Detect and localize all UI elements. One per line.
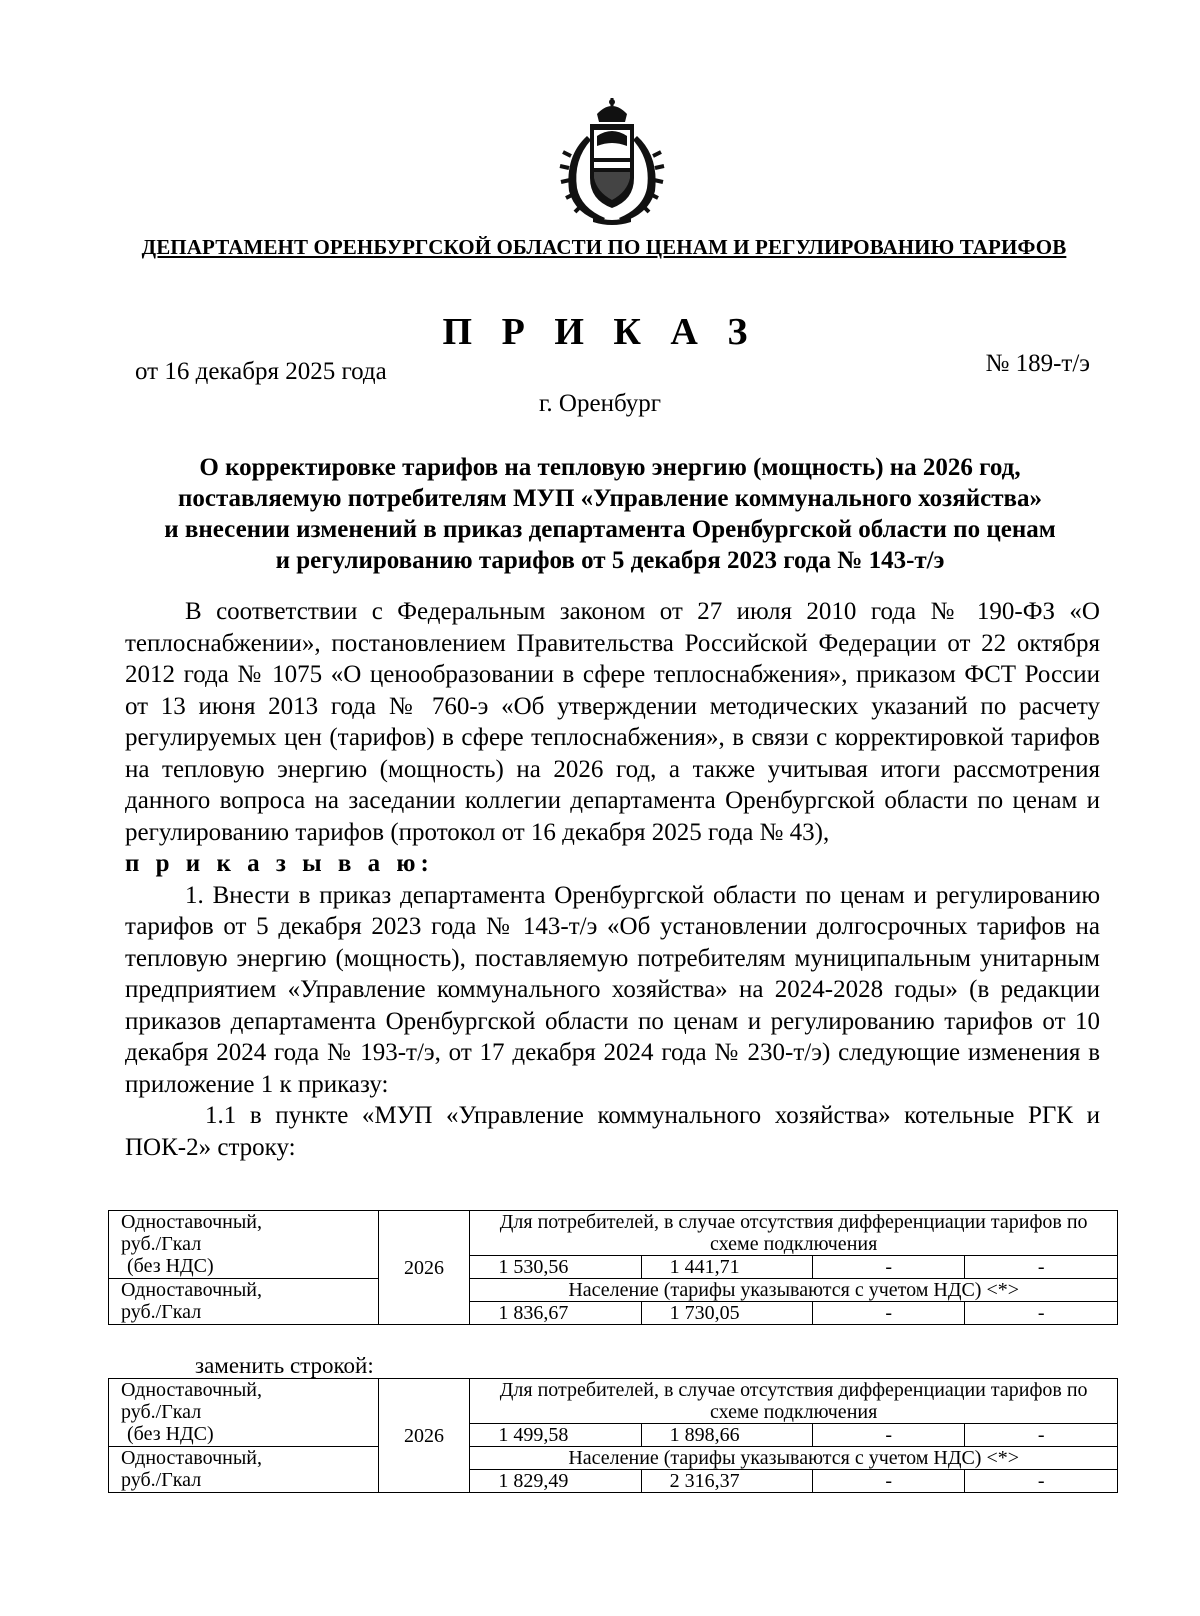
tariff-value-cell: - [812,1424,965,1447]
tariff-label-line: (без НДС) [127,1423,214,1445]
population-header: Население (тарифы указываются с учетом НДС) <*> [470,1447,1118,1470]
table-row [109,1379,1118,1424]
tariff-value-cell: - [965,1302,1118,1325]
population-header: Население (тарифы указываются с учетом НДС) <*> [470,1279,1118,1302]
tariff-value-cell: - [812,1256,965,1279]
tariff-table-old [108,1210,1118,1325]
order-title-line: и регулированию тарифов от 5 декабря 2023 года № 143-т/э [275,547,945,574]
item-1-paragraph: 1. Внести в приказ департамента Оренбургской области по ценам и регулированию тарифов от 5 декабря 2023 года № 143-т/э «Об установлении долгосрочных тарифов на тепловую энергию (мощность), поставляемую потребителям муниципальным унитарным предприятием «Управление коммунального хозяйства» на 2024-2028 годы» (в редакции приказов департамента Оренбургской области по ценам и регулированию тарифов от 10 декабря 2024 года № 193-т/э, от 17 декабря 2024 года № 230-т/э) следующие изменения в приложение 1 к приказу: [125,881,1100,1098]
tariff-value-cell: - [812,1302,965,1325]
tariff-value-cell: 1 730,05 [641,1302,812,1325]
order-word-text: п р и к а з ы в а ю: [125,850,434,877]
tariff-value-cell: - [965,1470,1118,1493]
order-title-line: поставляемую потребителям МУП «Управление коммунального хозяйства» [177,485,1043,512]
tariff-label-line: Одноставочный, [121,1379,262,1401]
order-number: № 189-т/э [985,350,1090,377]
department-name: ДЕПАРТАМЕНТ ОРЕНБУРГСКОЙ ОБЛАСТИ ПО ЦЕНАМ И РЕГУЛИРОВАНИЮ ТАРИФОВ [141,235,1067,259]
consumer-group-header: Для потребителей, в случае отсутствия дифференциации тарифов по схеме подключения [470,1211,1118,1256]
tariff-value-cell: 2 316,37 [641,1470,812,1493]
tariff-label-cell [109,1379,379,1447]
document-type-heading: П Р И К А З [442,311,758,353]
tariff-label-line: руб./Гкал [121,1233,202,1255]
year-cell: 2026 [378,1379,470,1493]
tariff-label-line: руб./Гкал [121,1301,202,1323]
tariff-value-cell: 1 499,58 [470,1424,641,1447]
tariff-value-cell: 1 530,56 [470,1256,641,1279]
tariff-value-cell: - [965,1424,1118,1447]
tariff-value-cell: 1 898,66 [641,1424,812,1447]
tariff-value-cell: 1 829,49 [470,1470,641,1493]
item-1-1-paragraph: 1.1 в пункте «МУП «Управление коммунального хозяйства» котельные РГК и ПОК-2» строку: [125,1102,1100,1161]
tariff-label-cell [109,1211,379,1279]
consumer-group-header: Для потребителей, в случае отсутствия дифференциации тарифов по схеме подключения [470,1379,1118,1424]
table-row [109,1211,1118,1256]
tariff-value-cell: 1 441,71 [641,1256,812,1279]
order-title [120,452,1100,576]
tariff-label-line: Одноставочный, [121,1211,262,1233]
tariff-label-cell [109,1447,379,1493]
tariff-label-line: Одноставочный, [121,1279,262,1301]
preamble-paragraph: В соответствии с Федеральным законом от 27 июля 2010 года № 190-ФЗ «О теплоснабжении», постановлением Правительства Российской Федерации от 22 октября 2012 года № 1075 «О ценообразовании в сфере теплоснабжения», приказом ФСТ России от 13 июня 2013 года № 760-э «Об утверждении методических указаний по расчету регулируемых цен (тарифов) в сфере теплоснабжения», в связи с корректировкой тарифов на тепловую энергию (мощность) на 2026 год, а также учитывая итоги рассмотрения данного вопроса на заседании коллегии департамента Оренбургской области по ценам и регулированию тарифов (протокол от 16 декабря 2025 года № 43), [125,598,1100,846]
tariff-value-cell: - [965,1256,1118,1279]
table-row [109,1447,1118,1470]
table-row [109,1279,1118,1302]
tariff-value-cell: - [812,1470,965,1493]
tariff-label-line: руб./Гкал [121,1401,202,1423]
order-body [125,596,1100,1163]
tariff-label-cell [109,1279,379,1325]
order-word [125,848,1100,880]
coat-of-arms-emblem [557,96,667,228]
tariff-table-new [108,1378,1118,1493]
replace-with-label: заменить строкой: [195,1353,374,1378]
tariff-value-cell: 1 836,67 [470,1302,641,1325]
order-title-line: О корректировке тарифов на тепловую энергию (мощность) на 2026 год, [199,454,1021,481]
order-title-line: и внесении изменений в приказ департамента Оренбургской области по ценам [164,516,1056,543]
order-city: г. Оренбург [539,390,661,417]
year-cell: 2026 [378,1211,470,1325]
tariff-label-line: руб./Гкал [121,1469,202,1491]
tariff-label-line: (без НДС) [127,1255,214,1277]
order-date: от 16 декабря 2025 года [135,358,387,385]
tariff-label-line: Одноставочный, [121,1447,262,1469]
